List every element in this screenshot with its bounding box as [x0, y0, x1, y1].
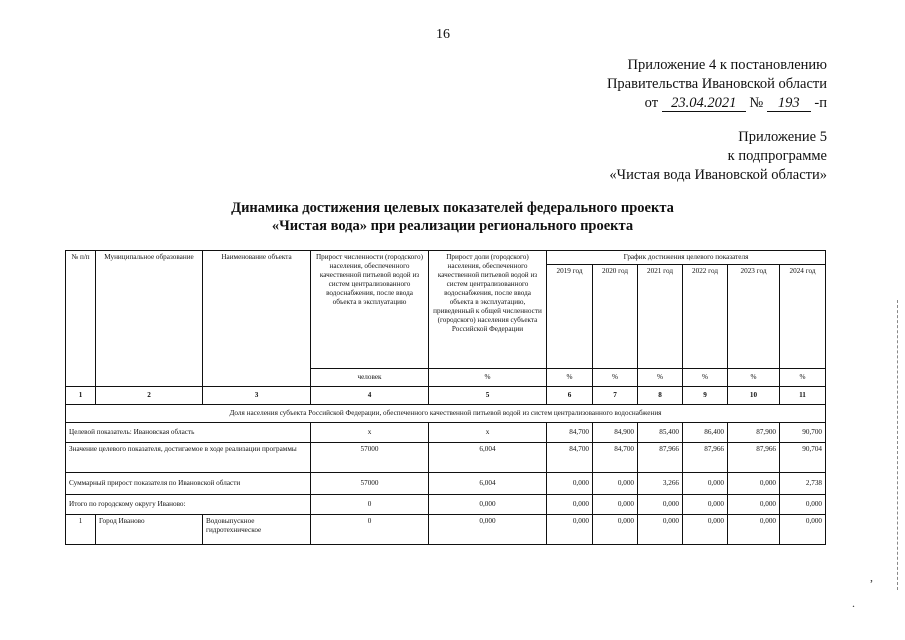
unit-cell: %: [683, 369, 728, 387]
year-value: 87,966: [728, 443, 780, 473]
header-growth-share: Прирост доли (городского) населения, обеспеченного качественной питьевой водой из систем централизованного водоснабжения, после ввода объекта в эксплуатацию, приведенный к общей численности (городского) населения субъекта Российской Федерации: [429, 251, 547, 369]
appendix-5-header: [609, 128, 827, 185]
header-municipality: Муниципальное образование: [96, 251, 203, 387]
share-value: 6,004: [429, 443, 547, 473]
unit-cell: %: [593, 369, 638, 387]
column-number: 3: [203, 387, 311, 405]
table-row: [66, 423, 826, 443]
share-value: 0,000: [429, 515, 547, 545]
scan-speck: ,: [870, 570, 873, 584]
column-number: 8: [638, 387, 683, 405]
scan-edge-artifact: [897, 300, 902, 590]
year-value: 3,266: [638, 473, 683, 495]
column-number: 7: [593, 387, 638, 405]
resolution-date: 23.04.2021: [662, 96, 746, 112]
year-value: 2,738: [780, 473, 826, 495]
year-value: 0,000: [547, 495, 593, 515]
year-value: 0,000: [780, 495, 826, 515]
header-num: № п/п: [66, 251, 96, 387]
year-value: 0,000: [638, 515, 683, 545]
year-value: 84,700: [593, 443, 638, 473]
row-label: Итого по городскому округу Иваново:: [66, 495, 311, 515]
unit-cell: человек: [311, 369, 429, 387]
header-year: 2024 год: [780, 265, 826, 369]
header-object: Наименование объекта: [203, 251, 311, 387]
year-value: 86,400: [683, 423, 728, 443]
column-number: 9: [683, 387, 728, 405]
year-value: 84,700: [547, 423, 593, 443]
year-value: 0,000: [683, 473, 728, 495]
unit-cell: %: [728, 369, 780, 387]
year-value: 85,400: [638, 423, 683, 443]
document-title: [0, 199, 905, 235]
header-row-1: [66, 251, 826, 265]
year-value: 0,000: [593, 473, 638, 495]
header-year: 2021 год: [638, 265, 683, 369]
title-line2: «Чистая вода» при реализации регионального проекта: [271, 218, 634, 234]
year-value: 0,000: [547, 473, 593, 495]
column-number: 6: [547, 387, 593, 405]
appendix-4-line1: Приложение 4 к постановлению: [627, 57, 827, 73]
column-number: 11: [780, 387, 826, 405]
year-value: 90,704: [780, 443, 826, 473]
unit-cell: %: [547, 369, 593, 387]
from-label: от: [644, 95, 659, 111]
object-municipality: Город Иваново: [96, 515, 203, 545]
header-year: 2023 год: [728, 265, 780, 369]
column-number: 10: [728, 387, 780, 405]
year-value: 0,000: [728, 495, 780, 515]
object-name: Водовыпускное гидротехническое: [203, 515, 311, 545]
table-row: [66, 495, 826, 515]
appendix-5-line3: «Чистая вода Ивановской области»: [609, 167, 827, 183]
number-suffix: -п: [814, 95, 827, 111]
row-label: Значение целевого показателя, достигаемое в ходе реализации программы: [66, 443, 311, 473]
title-line1: Динамика достижения целевых показателей федерального проекта: [231, 200, 674, 216]
year-value: 0,000: [780, 515, 826, 545]
people-value: 0: [311, 515, 429, 545]
year-value: 0,000: [728, 515, 780, 545]
year-value: 0,000: [728, 473, 780, 495]
year-value: 90,700: [780, 423, 826, 443]
share-value: х: [429, 423, 547, 443]
year-value: 0,000: [593, 515, 638, 545]
section-title-row: [66, 405, 826, 423]
resolution-number: 193: [767, 96, 811, 112]
page-number: 16: [436, 27, 450, 42]
column-number: 5: [429, 387, 547, 405]
people-value: 57000: [311, 473, 429, 495]
object-row: [66, 515, 826, 545]
appendix-5-line1: Приложение 5: [738, 129, 827, 145]
header-schedule: График достижения целевого показателя: [547, 251, 826, 265]
unit-cell: %: [638, 369, 683, 387]
year-value: 87,966: [683, 443, 728, 473]
year-value: 84,900: [593, 423, 638, 443]
people-value: х: [311, 423, 429, 443]
appendix-4-date-line: [607, 94, 827, 113]
table-row: [66, 443, 826, 473]
column-number: 4: [311, 387, 429, 405]
column-numbers-row: [66, 387, 826, 405]
header-year: 2020 год: [593, 265, 638, 369]
people-value: 0: [311, 495, 429, 515]
unit-cell: %: [780, 369, 826, 387]
unit-cell: %: [429, 369, 547, 387]
appendix-5-line2: к подпрограмме: [727, 148, 827, 164]
year-value: 87,900: [728, 423, 780, 443]
year-value: 87,966: [638, 443, 683, 473]
object-num: 1: [66, 515, 96, 545]
section-title: Доля населения субъекта Российской Федерации, обеспеченного качественной питьевой водой из систем централизованного водоснабжения: [66, 405, 826, 423]
number-label: №: [749, 95, 764, 111]
year-value: 0,000: [638, 495, 683, 515]
share-value: 0,000: [429, 495, 547, 515]
year-value: 0,000: [683, 495, 728, 515]
header-year: 2022 год: [683, 265, 728, 369]
header-growth-people: Прирост численности (городского) населения, обеспеченного качественной питьевой водой из систем централизованного водоснабжения, после ввода объекта в эксплуатацию: [311, 251, 429, 369]
column-number: 2: [96, 387, 203, 405]
appendix-4-header: [607, 56, 827, 113]
share-value: 6,004: [429, 473, 547, 495]
year-value: 0,000: [683, 515, 728, 545]
appendix-4-line2: Правительства Ивановской области: [606, 76, 827, 92]
year-value: 0,000: [547, 515, 593, 545]
column-number: 1: [66, 387, 96, 405]
year-value: 84,700: [547, 443, 593, 473]
indicators-table: [65, 250, 826, 545]
scan-speck: .: [852, 596, 855, 610]
year-value: 0,000: [593, 495, 638, 515]
row-label: Целевой показатель: Ивановская область: [66, 423, 311, 443]
header-year: 2019 год: [547, 265, 593, 369]
table-row: [66, 473, 826, 495]
people-value: 57000: [311, 443, 429, 473]
row-label: Суммарный прирост показателя по Ивановской области: [66, 473, 311, 495]
